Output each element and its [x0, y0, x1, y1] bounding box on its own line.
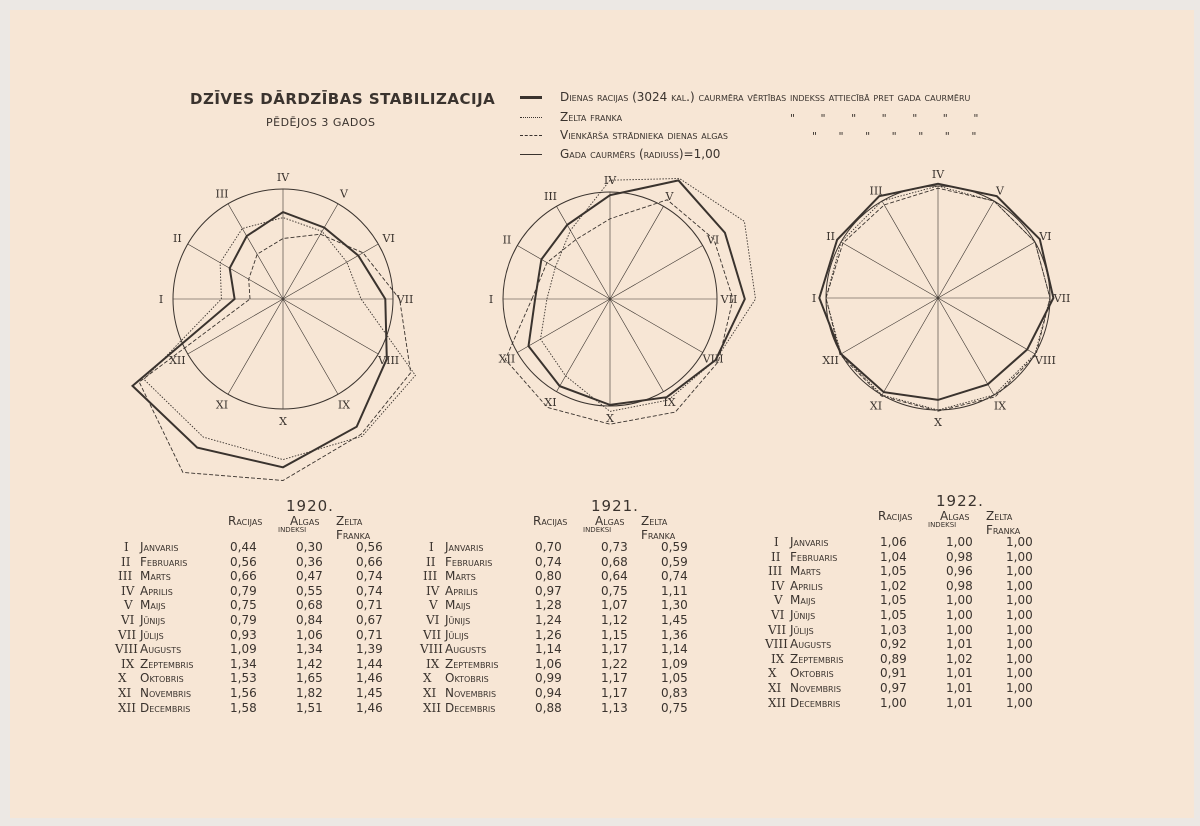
month-label: X [606, 412, 614, 425]
spoke [557, 299, 611, 392]
month-numeral: XII [768, 695, 787, 710]
algas-value: 1,22 [601, 656, 628, 671]
month-numeral: VI [426, 613, 440, 627]
algas-value: 1,51 [296, 700, 323, 715]
table-row [765, 637, 1088, 652]
month-numeral: V [124, 598, 133, 613]
month-numeral: XI [768, 681, 782, 695]
algas-value: 1,34 [296, 642, 323, 657]
month-numeral: I [429, 540, 434, 554]
table-row [768, 696, 1088, 711]
algas-value: 1,15 [601, 627, 628, 642]
month-numeral: XII [423, 700, 442, 715]
zelta-value: 1,11 [661, 583, 688, 598]
month-numeral: VIII [420, 642, 443, 657]
month-label: IV [931, 168, 945, 181]
spoke [610, 206, 664, 299]
month-name: Janvaris [140, 540, 179, 554]
algas-value: 1,02 [946, 651, 973, 666]
table-year: 1921. [591, 497, 639, 515]
racijas-value: 0,79 [230, 583, 257, 598]
algas-value: 0,84 [296, 613, 323, 627]
header-algas: Algas [595, 514, 625, 528]
zelta-value: 0,66 [356, 554, 383, 569]
month-name: Oktobris [140, 671, 184, 686]
month-numeral: IX [771, 651, 785, 666]
zelta-value: 0,83 [661, 686, 688, 700]
racijas-value: 0,92 [880, 637, 907, 652]
spoke [610, 246, 703, 300]
header-indeksi: indeksi [583, 524, 612, 535]
month-name: Zeptembris [140, 656, 194, 671]
spoke [882, 201, 938, 298]
racijas-value: 1,28 [535, 598, 562, 613]
header-racijas: Racijas [228, 514, 263, 528]
table-row [768, 593, 1088, 608]
table-row [768, 579, 1088, 594]
month-name: Aprilis [445, 583, 478, 598]
month-numeral: IV [121, 583, 135, 598]
spoke [557, 206, 611, 299]
algas-value: 1,01 [946, 637, 973, 652]
month-name: Decembris [790, 695, 841, 710]
table-row [768, 535, 1088, 550]
racijas-value: 0,93 [230, 627, 257, 642]
table-row [423, 701, 743, 716]
racijas-value: 0,79 [230, 613, 257, 627]
month-label: XII [498, 352, 516, 366]
month-label: XI [544, 396, 557, 410]
zelta-value: 1,00 [1006, 622, 1033, 637]
legend-label: Dienas racijas (3024 kal.) caurmēra vērtības indekss attiecībā pret gada caurmēru [560, 90, 971, 104]
zelta-value: 1,00 [1006, 564, 1033, 579]
month-label: XII [169, 354, 186, 367]
table-row [768, 623, 1088, 638]
spoke [283, 244, 378, 299]
table-row [118, 569, 438, 584]
month-numeral: III [118, 569, 133, 584]
month-label: III [543, 189, 558, 203]
legend-label: Vienkārša strādnieka dienas algas [560, 128, 728, 142]
racijas-value: 1,05 [880, 564, 907, 579]
month-name: Jūlijs [790, 622, 814, 637]
month-name: Jūlijs [445, 627, 469, 642]
spoke [283, 204, 338, 299]
racijas-value: 1,00 [880, 695, 907, 710]
month-name: Jūnijs [445, 613, 471, 627]
month-label: VIII [378, 354, 400, 367]
racijas-value: 1,09 [230, 642, 257, 657]
table-year: 1920. [286, 497, 334, 515]
algas-value: 1,17 [601, 642, 628, 657]
zelta-value: 1,30 [661, 598, 688, 613]
racijas-value: 1,06 [880, 535, 907, 549]
month-numeral: VII [768, 622, 787, 637]
month-label: VII [396, 293, 414, 306]
racijas-value: 1,05 [880, 608, 907, 622]
month-numeral: XII [118, 700, 137, 715]
series-algas-indeksi [502, 200, 733, 424]
month-label: II [502, 233, 512, 247]
algas-value: 0,96 [946, 564, 973, 579]
month-label: VI [1039, 230, 1052, 243]
table-row [118, 628, 438, 643]
table-row [423, 628, 743, 643]
month-name: Maijs [140, 598, 166, 613]
month-numeral: I [774, 535, 779, 549]
zelta-value: 1,00 [1006, 549, 1033, 564]
racijas-value: 1,05 [880, 593, 907, 608]
zelta-value: 0,56 [356, 540, 383, 554]
month-name: Jūnijs [790, 608, 816, 622]
month-label: III [869, 184, 883, 198]
spoke [228, 299, 283, 394]
table-row [118, 701, 438, 716]
algas-value: 0,98 [946, 578, 973, 593]
spoke [938, 298, 994, 395]
month-label: II [172, 232, 182, 245]
header-algas: Algas [940, 509, 970, 523]
spoke [283, 299, 378, 354]
zelta-value: 1,14 [661, 642, 688, 657]
header-indeksi: indeksi [278, 524, 307, 535]
month-numeral: VII [118, 627, 137, 642]
month-numeral: VIII [765, 637, 788, 652]
table-row [423, 540, 743, 555]
table-row [118, 686, 438, 701]
algas-value: 1,00 [946, 622, 973, 637]
algas-value: 1,06 [296, 627, 323, 642]
month-label: VI [706, 233, 720, 247]
month-name: Februaris [445, 554, 493, 569]
spoke [610, 299, 703, 353]
racijas-value: 0,89 [880, 651, 907, 666]
racijas-value: 0,74 [535, 554, 562, 569]
month-label: V [996, 184, 1004, 198]
month-name: Februaris [140, 554, 188, 569]
racijas-value: 1,04 [880, 549, 907, 564]
zelta-value: 0,59 [661, 540, 688, 554]
month-name: Decembris [140, 700, 191, 715]
month-label: I [488, 293, 494, 306]
spoke [938, 242, 1035, 298]
racijas-value: 1,03 [880, 622, 907, 637]
month-numeral: II [426, 554, 436, 569]
month-name: Janvaris [790, 535, 829, 549]
racijas-value: 1,14 [535, 642, 562, 657]
month-name: Maijs [445, 598, 471, 613]
zelta-value: 0,74 [356, 569, 383, 584]
racijas-value: 0,94 [535, 686, 562, 700]
racijas-value: 0,75 [230, 598, 257, 613]
zelta-value: 1,39 [356, 642, 383, 657]
spoke [938, 298, 1035, 354]
month-numeral: XI [423, 686, 437, 700]
month-name: Februaris [790, 549, 838, 564]
table-row [118, 613, 438, 628]
header-indeksi: indeksi [928, 519, 957, 530]
table-row [423, 613, 743, 628]
month-label: I [158, 293, 164, 306]
racijas-value: 1,34 [230, 656, 257, 671]
zelta-value: 0,71 [356, 627, 383, 642]
table-row [423, 569, 743, 584]
algas-value: 0,55 [296, 583, 323, 598]
month-numeral: X [768, 666, 777, 681]
algas-value: 1,17 [601, 671, 628, 686]
zelta-value: 0,75 [661, 700, 688, 715]
algas-value: 1,13 [601, 700, 628, 715]
algas-value: 0,98 [946, 549, 973, 564]
racijas-value: 1,26 [535, 627, 562, 642]
racijas-value: 1,24 [535, 613, 562, 627]
algas-value: 1,82 [296, 686, 323, 700]
month-name: Aprilis [790, 578, 823, 593]
month-label: IV [276, 171, 290, 184]
month-numeral: X [118, 671, 127, 686]
month-numeral: X [423, 671, 432, 686]
table-row [768, 550, 1088, 565]
table-row [768, 681, 1088, 696]
algas-value: 0,36 [296, 554, 323, 569]
month-label: IX [337, 398, 351, 412]
month-numeral: VI [121, 613, 135, 627]
racijas-value: 0,80 [535, 569, 562, 584]
month-name: Novembris [140, 686, 192, 700]
spoke [283, 299, 338, 394]
month-numeral: IV [426, 583, 440, 598]
table-row [768, 608, 1088, 623]
month-numeral: VIII [115, 642, 138, 657]
algas-value: 0,68 [296, 598, 323, 613]
algas-value: 1,17 [601, 686, 628, 700]
zelta-value: 1,00 [1006, 651, 1033, 666]
month-label: VIII [1034, 354, 1056, 367]
ditto-marks: " " " " " " " [790, 112, 979, 125]
table-row [420, 642, 743, 657]
algas-value: 1,00 [946, 535, 973, 549]
algas-value: 1,42 [296, 656, 323, 671]
zelta-value: 1,00 [1006, 695, 1033, 710]
zelta-value: 1,05 [661, 671, 688, 686]
zelta-value: 0,67 [356, 613, 383, 627]
month-name: Aprilis [140, 583, 173, 598]
month-label: V [665, 189, 674, 203]
zelta-value: 1,00 [1006, 681, 1033, 695]
zelta-value: 0,59 [661, 554, 688, 569]
algas-value: 0,47 [296, 569, 323, 584]
racijas-value: 0,97 [880, 681, 907, 695]
table-row [118, 657, 438, 672]
month-label: XI [215, 398, 229, 412]
month-numeral: V [774, 593, 783, 608]
header-zelta: Zelta Franka [336, 514, 371, 542]
table-row [768, 652, 1088, 667]
table-row [118, 598, 438, 613]
table-year: 1922. [936, 492, 984, 510]
table-row [423, 584, 743, 599]
month-name: Oktobris [445, 671, 489, 686]
month-label: XI [869, 399, 883, 413]
month-label: X [279, 415, 287, 428]
zelta-value: 0,74 [661, 569, 688, 584]
zelta-value: 1,00 [1006, 637, 1033, 652]
month-name: Augusts [140, 642, 182, 657]
spoke [188, 244, 283, 299]
month-name: Marts [445, 569, 476, 584]
month-name: Zeptembris [790, 651, 844, 666]
racijas-value: 0,56 [230, 554, 257, 569]
zelta-value: 1,00 [1006, 578, 1033, 593]
zelta-value: 1,09 [661, 656, 688, 671]
month-label: VII [1053, 292, 1071, 305]
month-label: X [934, 416, 942, 429]
month-label: VI [382, 232, 395, 245]
spoke [841, 298, 938, 354]
zelta-value: 0,74 [356, 583, 383, 598]
spoke [938, 201, 994, 298]
month-label: IX [663, 396, 676, 410]
month-numeral: III [768, 564, 783, 579]
racijas-value: 0,99 [535, 671, 562, 686]
chart-title: DZĪVES DĀRDZĪBAS STABILIZACIJA [190, 90, 496, 108]
month-label: VII [720, 293, 738, 306]
algas-value: 1,01 [946, 681, 973, 695]
month-numeral: VI [771, 608, 785, 622]
month-numeral: II [771, 549, 781, 564]
algas-value: 0,68 [601, 554, 628, 569]
month-name: Novembris [790, 681, 842, 695]
chart-subtitle: PĒDĒJOS 3 GADOS [266, 116, 376, 129]
spoke [610, 299, 664, 392]
algas-value: 0,30 [296, 540, 323, 554]
algas-value: 1,00 [946, 593, 973, 608]
header-zelta: Zelta Franka [641, 514, 676, 542]
table-row [118, 671, 438, 686]
month-label: VIII [702, 352, 724, 366]
month-name: Maijs [790, 593, 816, 608]
month-name: Jūnijs [140, 613, 166, 627]
zelta-value: 1,00 [1006, 608, 1033, 622]
month-label: XII [822, 354, 839, 367]
racijas-value: 0,66 [230, 569, 257, 584]
racijas-value: 1,02 [880, 578, 907, 593]
month-name: Jūlijs [140, 627, 164, 642]
month-numeral: I [124, 540, 129, 554]
table-row [768, 564, 1088, 579]
table-row [118, 555, 438, 570]
zelta-value: 1,00 [1006, 666, 1033, 681]
zelta-value: 1,45 [356, 686, 383, 700]
zelta-value: 1,46 [356, 700, 383, 715]
table-row [423, 686, 743, 701]
month-numeral: V [429, 598, 438, 613]
month-name: Decembris [445, 700, 496, 715]
month-name: Marts [790, 564, 821, 579]
month-name: Oktobris [790, 666, 834, 681]
month-name: Novembris [445, 686, 497, 700]
table-row [118, 584, 438, 599]
table-row [118, 540, 438, 555]
month-numeral: VII [423, 627, 442, 642]
spoke [841, 242, 938, 298]
month-numeral: IV [771, 578, 785, 593]
month-numeral: XI [118, 686, 132, 700]
algas-value: 0,73 [601, 540, 628, 554]
month-label: II [826, 230, 835, 243]
algas-value: 0,75 [601, 583, 628, 598]
zelta-value: 1,00 [1006, 535, 1033, 549]
racijas-value: 1,53 [230, 671, 257, 686]
month-numeral: IX [121, 656, 135, 671]
header-zelta: Zelta Franka [986, 509, 1021, 537]
racijas-value: 0,44 [230, 540, 257, 554]
algas-value: 1,12 [601, 613, 628, 627]
algas-value: 1,07 [601, 598, 628, 613]
month-numeral: IX [426, 656, 440, 671]
zelta-value: 1,44 [356, 656, 383, 671]
ditto-marks: " " " " " " " [812, 130, 977, 143]
month-name: Augusts [445, 642, 487, 657]
racijas-value: 1,58 [230, 700, 257, 715]
month-label: IX [993, 399, 1007, 413]
zelta-value: 0,71 [356, 598, 383, 613]
month-name: Janvaris [445, 540, 484, 554]
racijas-value: 1,06 [535, 656, 562, 671]
algas-value: 1,01 [946, 695, 973, 710]
month-name: Augusts [790, 637, 832, 652]
zelta-value: 1,00 [1006, 593, 1033, 608]
header-racijas: Racijas [533, 514, 568, 528]
table-row [423, 598, 743, 613]
month-label: V [340, 187, 348, 201]
legend-label: Zelta franka [560, 110, 623, 124]
racijas-value: 1,56 [230, 686, 257, 700]
zelta-value: 1,45 [661, 613, 688, 627]
header-algas: Algas [290, 514, 320, 528]
month-numeral: III [423, 569, 438, 584]
spoke [517, 246, 610, 300]
table-row [115, 642, 438, 657]
racijas-value: 0,88 [535, 700, 562, 715]
racijas-value: 0,70 [535, 540, 562, 554]
zelta-value: 1,46 [356, 671, 383, 686]
algas-value: 1,65 [296, 671, 323, 686]
legend-label: Gada caurmērs (radiuss)=1,00 [560, 147, 721, 161]
spoke [882, 298, 938, 395]
month-label: I [811, 292, 817, 305]
zelta-value: 1,36 [661, 627, 688, 642]
algas-value: 1,01 [946, 666, 973, 681]
month-name: Zeptembris [445, 656, 499, 671]
table-row [768, 666, 1088, 681]
month-label: IV [603, 174, 617, 187]
table-row [423, 671, 743, 686]
algas-value: 0,64 [601, 569, 628, 584]
table-row [423, 657, 743, 672]
header-racijas: Racijas [878, 509, 913, 523]
table-row [423, 555, 743, 570]
month-label: III [215, 187, 229, 201]
racijas-value: 0,97 [535, 583, 562, 598]
month-numeral: II [121, 554, 131, 569]
racijas-value: 0,91 [880, 666, 907, 681]
algas-value: 1,00 [946, 608, 973, 622]
month-name: Marts [140, 569, 171, 584]
